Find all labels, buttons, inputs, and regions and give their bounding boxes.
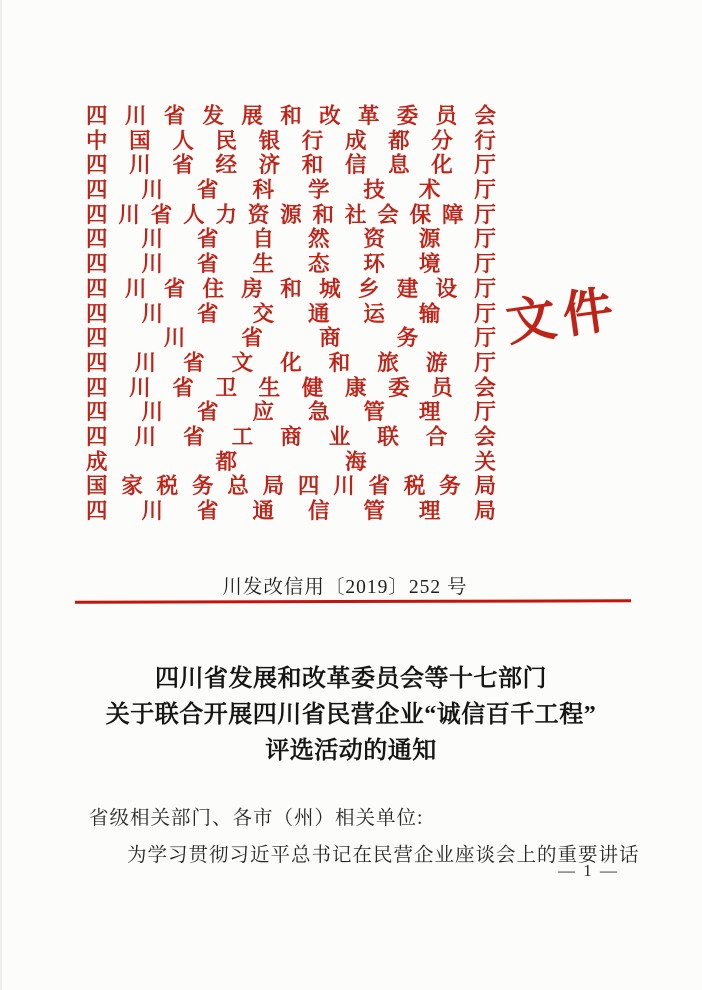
agency-row: 四 川 省 经 济 和 信 息 化 厅 xyxy=(86,153,496,178)
agency-list xyxy=(86,104,496,524)
document-stamp-label: 文件 xyxy=(502,280,624,352)
agency-row: 四 川 省 生 态 环 境 厅 xyxy=(86,252,496,277)
salutation-line: 省级相关部门、各市（州）相关单位: xyxy=(89,808,424,829)
agency-row: 四 川 省 应 急 管 理 厅 xyxy=(86,400,496,425)
agency-row: 四 川 省 交 通 运 输 厅 xyxy=(86,301,496,326)
agency-row: 四 川 省 住 房 和 城 乡 建 设 厅 xyxy=(86,276,496,301)
agency-row: 成 都 海 关 xyxy=(86,449,496,474)
document-title xyxy=(0,661,702,769)
page-number: — 1 — xyxy=(558,861,619,880)
agency-row: 四 川 省 文 化 和 旅 游 厅 xyxy=(86,350,496,375)
body-paragraph: 为学习贯彻习近平总书记在民营企业座谈会上的重要讲话 xyxy=(127,845,640,866)
agency-row: 四 川 省 商 务 厅 xyxy=(86,326,496,351)
agency-row: 四 川 省 科 学 技 术 厅 xyxy=(86,178,496,203)
title-line-1: 四川省发展和改革委员会等十七部门 xyxy=(155,666,547,692)
agency-row: 中 国 人 民 银 行 成 都 分 行 xyxy=(86,128,496,153)
agency-row: 国 家 税 务 总 局 四 川 省 税 务 局 xyxy=(86,474,496,499)
title-line-2: 关于联合开展四川省民营企业“诚信百千工程” xyxy=(105,702,597,728)
title-line-3: 评选活动的通知 xyxy=(265,738,437,764)
scan-edge-artifact xyxy=(0,0,2,990)
agency-row: 四 川 省 工 商 业 联 合 会 xyxy=(86,424,496,449)
agency-row: 四 川 省 通 信 管 理 局 xyxy=(86,499,496,523)
agency-row: 四 川 省 人 力 资 源 和 社 会 保 障 厅 xyxy=(86,202,496,227)
agency-row: 四 川 省 卫 生 健 康 委 员 会 xyxy=(86,375,496,400)
agency-row: 四 川 省 发 展 和 改 革 委 员 会 xyxy=(86,104,496,128)
red-divider-rule xyxy=(75,599,631,603)
document-number: 川发改信用〔2019〕252 号 xyxy=(222,577,468,598)
agency-row: 四 川 省 自 然 资 源 厅 xyxy=(86,227,496,252)
